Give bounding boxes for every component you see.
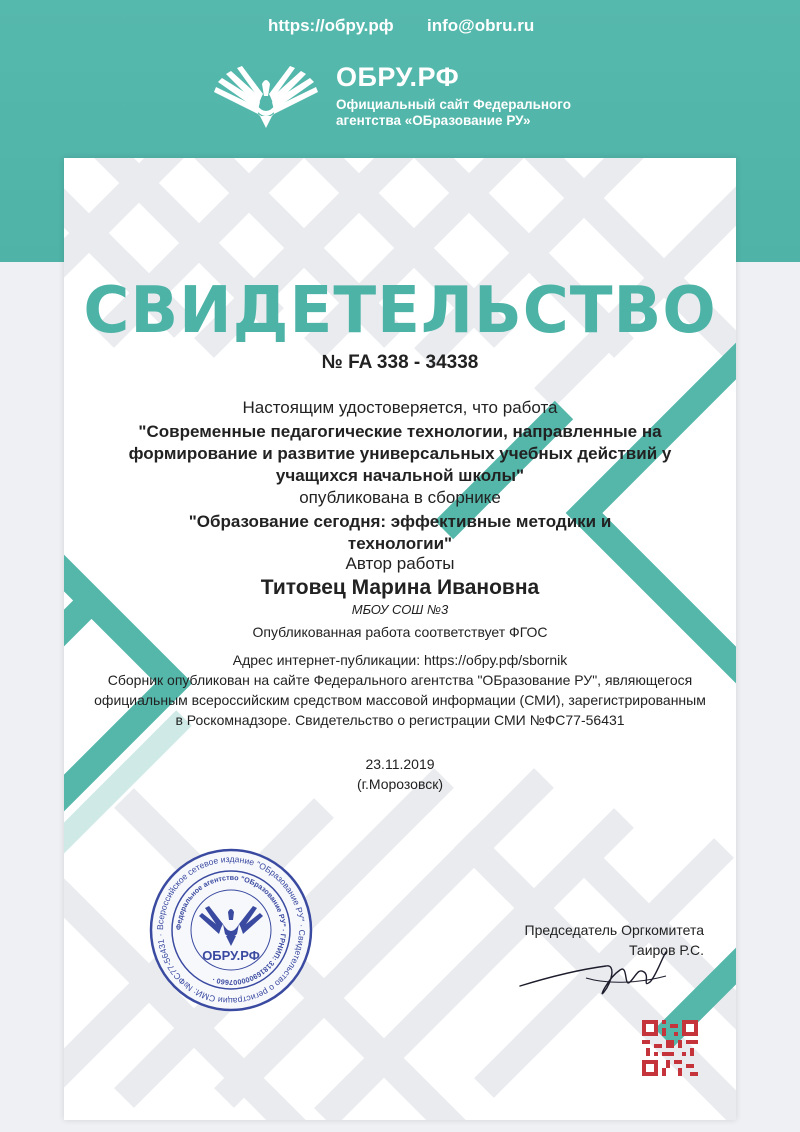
- registration-text: Сборник опубликован на сайте Федерального агентства "ОБразование РУ", являющегося официальным всероссийским средством массовой информации (СМИ), зарегистрированным в Роскомнадзоре. Свидетельство о регистрации СМИ №ФС77-56431: [94, 672, 706, 728]
- author-name: Титовец Марина Ивановна: [260, 576, 540, 599]
- publication-info: [94, 650, 706, 730]
- issue-city: (г.Морозовск): [356, 776, 444, 792]
- seal-inner-text: Федеральное агентство "ОБразование РУ" · ГРНИП: 318169000007660 ·: [173, 872, 289, 988]
- certificate-sheet: [64, 158, 736, 1120]
- logo-subtitle-line-1: Официальный сайт Федерального: [336, 97, 571, 112]
- handwritten-signature: [516, 948, 676, 1008]
- logo-subtitle: [336, 97, 636, 129]
- work-title: "Современные педагогические технологии, направленные на формирование и развитие универсальных учебных действий у учащихся начальной школы": [128, 422, 672, 485]
- issue-date: 23.11.2019: [365, 756, 435, 772]
- seal-brand: ОБРУ.РФ: [202, 948, 260, 963]
- chairman-title: Председатель Оргкомитета: [524, 922, 704, 938]
- collection-title: "Образование сегодня: эффективные методики и технологии": [188, 512, 612, 553]
- email-link[interactable]: info@obru.ru: [427, 16, 535, 35]
- certificate-number: № FA 338 - 34338: [321, 352, 479, 373]
- official-seal: [147, 846, 315, 1014]
- site-link[interactable]: https://обру.рф: [268, 16, 394, 35]
- certificate-title: СВИДЕТЕЛЬСТВО: [83, 274, 717, 348]
- seal-outer-text: Всероссийское сетевое издание "ОБразование РУ" · Свидетельство о регистрации СМИ: №ФС77-56431 ·: [154, 853, 308, 1007]
- date-block: [94, 754, 706, 794]
- chairman-name: Таиров Р.С.: [628, 942, 704, 958]
- published-in-text: опубликована в сборнике: [299, 488, 501, 507]
- logo-subtitle-line-2: агентства «ОБразование РУ»: [336, 113, 531, 128]
- fgos-compliance: Опубликованная работа соответствует ФГОС: [252, 624, 548, 640]
- header-logo: [212, 62, 632, 134]
- school-name: МБОУ СОШ №3: [351, 602, 449, 617]
- eagle-logo-icon: [212, 66, 320, 132]
- qr-code[interactable]: [642, 1020, 698, 1076]
- logo-title: ОБРУ.РФ: [336, 62, 460, 92]
- author-label: Автор работы: [345, 554, 455, 573]
- intro-text: Настоящим удостоверяется, что работа: [242, 398, 558, 417]
- publication-address: Адрес интернет-публикации: https://обру.рф/sbornik: [232, 652, 568, 668]
